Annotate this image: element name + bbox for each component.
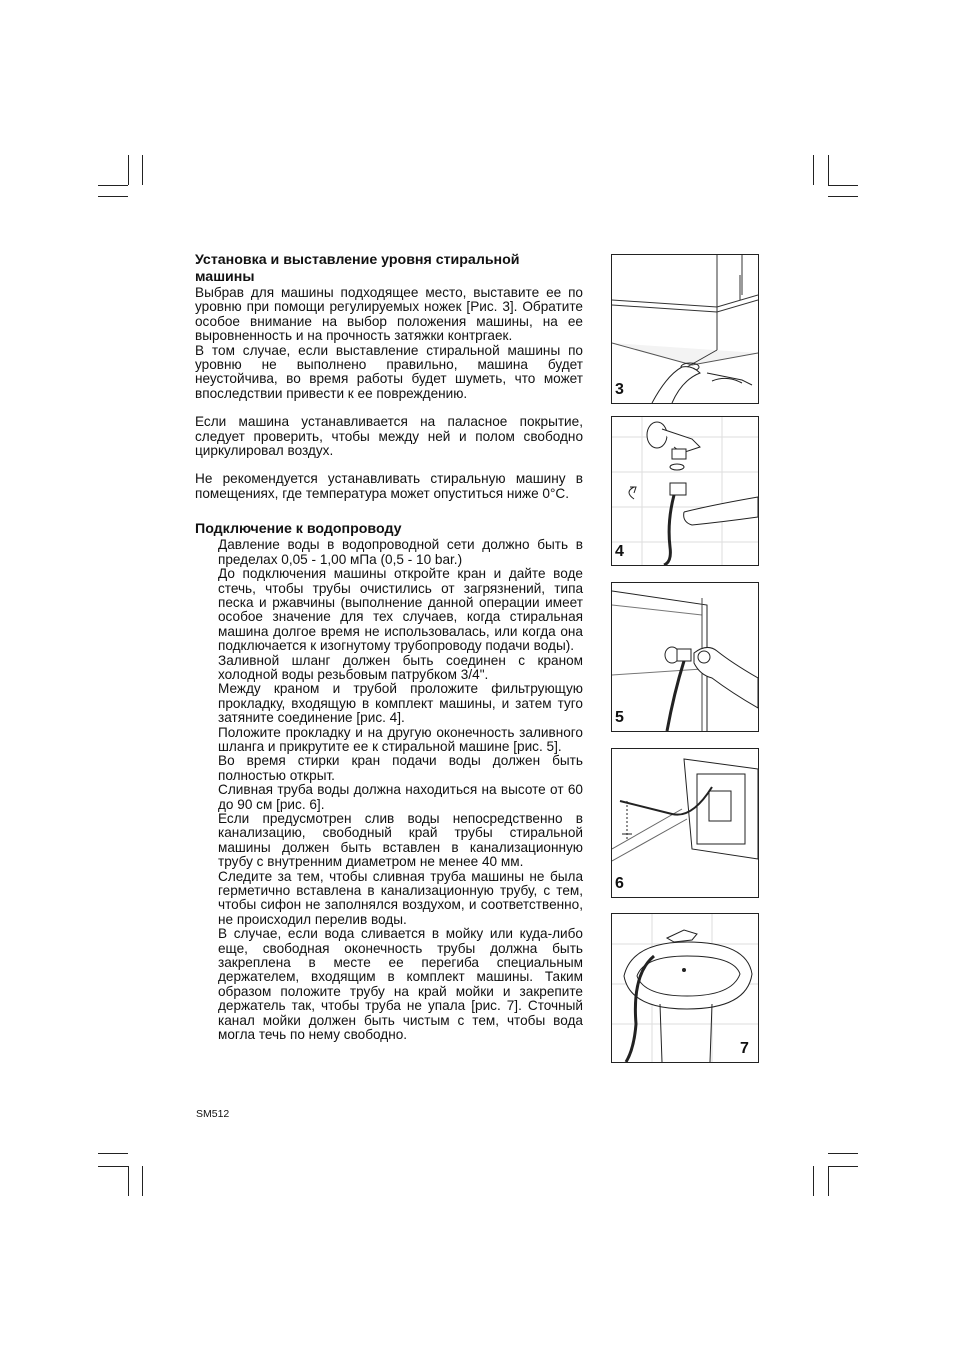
figure-7-illustration: [612, 914, 758, 1062]
figure-5: [611, 582, 759, 732]
section-title-water-connection: Подключение к водопроводу: [195, 521, 402, 538]
list-item: В случае, если вода сливается в мойку или куда-либо еще, свободная оконечность трубы должна быть закреплена в месте ее перегиба специальным держателем, входящим в комплект машины. Таким образом положите трубу на край мойки и закрепите держатель так, чтобы труба не упала [рис. 7]. Сточный канал мойки должен быть чистым с тем, чтобы вода могла течь по нему свободно.: [218, 926, 583, 1043]
paragraph: В том случае, если выставление стиральной машины по уровню не выполнено правильно, машина будет неустойчива, во время работы будет шуметь, что может впоследствии привести к ее повреждению.: [195, 342, 583, 401]
paragraph: Если машина устанавливается на паласное покрытие, следует проверить, чтобы между ней и полом свободно циркулировал воздух.: [195, 414, 583, 459]
figure-number: 6: [615, 875, 624, 892]
figure-6-illustration: [612, 749, 758, 897]
list-item: Если предусмотрен слив воды непосредственно в канализацию, свободный край трубы стиральной машины должен быть вставлен в канализационную трубу с внутренним диаметром не менее 40 мм.: [218, 811, 583, 870]
figure-5-illustration: [612, 583, 758, 731]
figure-6: [611, 748, 759, 898]
list-item: Следите за тем, чтобы сливная труба машины не была герметично вставлена в канализационную трубу, с тем, чтобы сифон не заполнялся воздухом, и соответственно, не происходил перелив воды.: [218, 868, 583, 927]
footer-model-code: SM512: [196, 1108, 230, 1120]
paragraph: Не рекомендуется устанавливать стиральную машину в помещениях, где температура может опуститься ниже 0°C.: [195, 471, 583, 501]
section-title-installation: Установка и выставление уровня стиральной машины: [195, 252, 520, 285]
figure-4-illustration: [612, 417, 758, 565]
instruction-list: [218, 538, 583, 1042]
figure-7: [611, 913, 759, 1063]
list-item: До подключения машины откройте кран и дайте воде стечь, чтобы трубы очистились от загрязнений, типа песка и ржавчины (выполнение данной операции имеет особое значение для тех случаев, когда стиральная машина долгое время не использовалась, или когда она подключается к изогнутому трубопроводу подачи воды).: [218, 566, 583, 654]
paragraph: Выбрав для машины подходящее место, выставите ее по уровню при помощи регулируемых ножек [Рис. 3]. Обратите особое внимание на выбор положения машины, на ее выровненность и на прочность затяжки контргаек.: [195, 285, 583, 344]
list-item: Во время стирки кран подачи воды должен быть полностью открыт.: [218, 753, 583, 783]
list-item: Сливная труба воды должна находиться на высоте от 60 до 90 см [рис. 6].: [218, 782, 583, 812]
figure-3: [611, 254, 759, 404]
list-item: Давление воды в водопроводной сети должно быть в пределах 0,05 - 1,00 мПа (0,5 - 10 bar.): [218, 537, 583, 567]
list-item: Между краном и трубой проложите фильтрующую прокладку, входящую в комплект машины, и затем туго затяните соединение [рис. 4].: [218, 681, 583, 726]
figure-3-illustration: [612, 255, 758, 403]
figure-number: 5: [615, 709, 624, 726]
text-column: [195, 252, 583, 1043]
figure-number: 4: [615, 543, 624, 560]
figure-4: [611, 416, 759, 566]
figure-number: 3: [615, 381, 624, 398]
list-item: Заливной шланг должен быть соединен с краном холодной воды резьбовым патрубком 3/4".: [218, 652, 583, 682]
list-item: Положите прокладку и на другую оконечность заливного шланга и прикрутите ее к стиральной машине [рис. 5].: [218, 724, 583, 754]
figure-number: 7: [740, 1040, 749, 1057]
